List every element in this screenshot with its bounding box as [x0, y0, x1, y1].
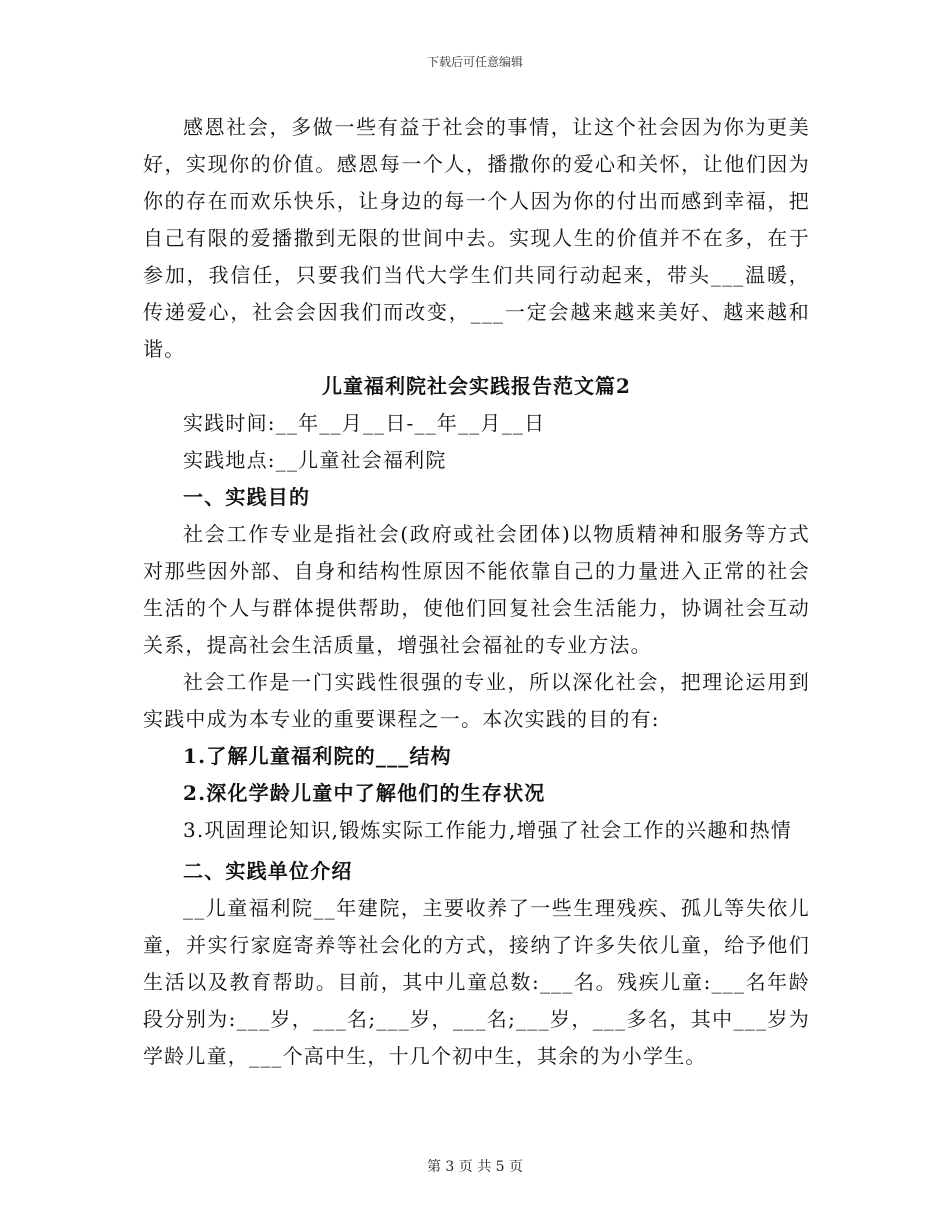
document-body: [143, 109, 810, 1075]
purpose-item-1: 1.了解儿童福利院的___结构: [183, 744, 452, 768]
purpose-paragraph-1: 社会工作专业是指社会(政府或社会团体)以物质精神和服务等方式对那些因外部、自身和结构性原因不能依靠自己的力量进入正常的社会生活的个人与群体提供帮助，使他们回复社会生活能力，协调社会互动关系，提高社会生活质量，增强社会福祉的专业方法。: [143, 522, 810, 657]
practice-time: 实践时间:__年__月__日-__年__月__日: [183, 411, 546, 435]
purpose-item-2: 2.深化学龄儿童中了解他们的生存状况: [183, 781, 546, 805]
report-title: 儿童福利院社会实践报告范文篇2: [322, 374, 631, 398]
unit-paragraph: __儿童福利院__年建院，主要收养了一些生理残疾、孤儿等失依儿童，并实行家庭寄养等社会化的方式，接纳了许多失依儿童，给予他们生活以及教育帮助。目前，其中儿童总数:___名。残疾儿童:___名年龄段分别为:___岁，___名;___岁，___名;___岁，___多名，其中___岁为学龄儿童，___个高中生，十几个初中生，其余的为小学生。: [143, 896, 810, 1068]
purpose-item-3: 3.巩固理论知识,锻炼实际工作能力,增强了社会工作的兴趣和热情: [183, 818, 792, 842]
section-heading-unit: 二、实践单位介绍: [183, 859, 353, 883]
page-footer: 第 3 页 共 5 页: [426, 1159, 524, 1175]
page-header: 下载后可任意编辑: [426, 55, 523, 69]
practice-place: 实践地点:__儿童社会福利院: [183, 448, 447, 472]
purpose-paragraph-2: 社会工作是一门实践性很强的专业，所以深化社会，把理论运用到实践中成为本专业的重要课程之一。本次实践的目的有:: [143, 670, 810, 731]
section-heading-purpose: 一、实践目的: [183, 485, 311, 509]
intro-paragraph: 感恩社会，多做一些有益于社会的事情，让这个社会因为你为更美好，实现你的价值。感恩每一个人，播撒你的爱心和关怀，让他们因为你的存在而欢乐快乐，让身边的每一个人因为你的付出而感到幸福，把自己有限的爱播撒到无限的世间中去。实现人生的价值并不在多，在于参加，我信任，只要我们当代大学生们共同行动起来，带头___温暖，传递爱心，社会会因我们而改变，___一定会越来越来美好、越来越和谐。: [143, 115, 810, 361]
